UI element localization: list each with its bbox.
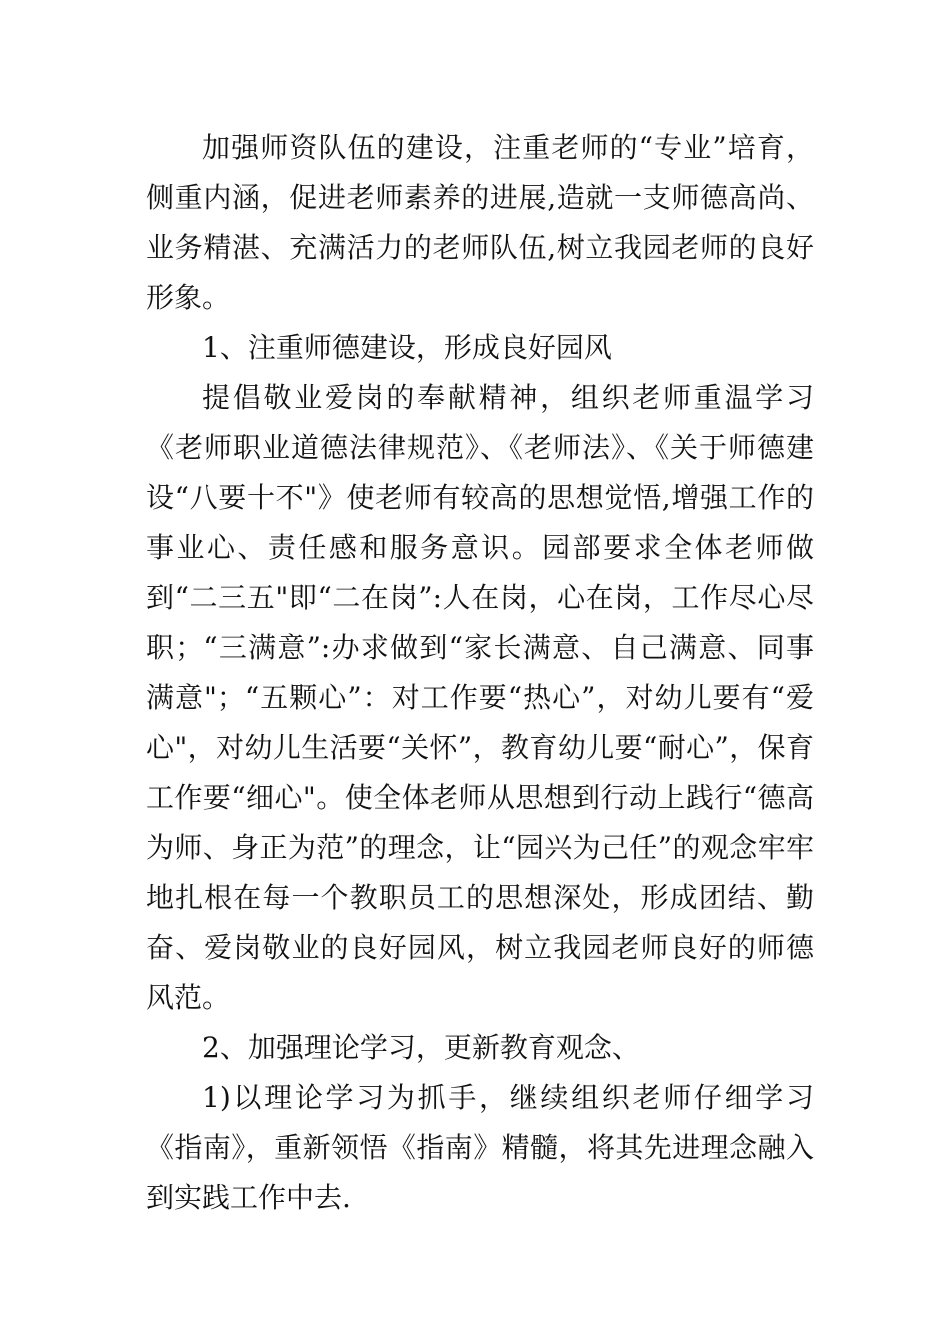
paragraph-ethics: 提倡敬业爱岗的奉献精神，组织老师重温学习《老师职业道德法律规范》、《老师法》、《关于师德建设“八要十不"》使老师有较高的思想觉悟,增强工作的事业心、责任感和服务意识。园部要求全体老师做到“二三五"即“二在岗”:人在岗，心在岗，工作尽心尽职；“三满意”:办求做到“家长满意、自己满意、同事满意"；“五颗心”：对工作要“热心”，对幼儿要有“爱心"，对幼儿生活要“关怀”，教育幼儿要“耐心”，保育工作要“细心"。使全体老师从思想到行动上践行“德高为师、身正为范”的理念，让“园兴为己任”的观念牢牢地扎根在每一个教职员工的思想深处，形成团结、勤奋、爱岗敬业的良好园风，树立我园老师良好的师德风范。 <box>146 381 814 1014</box>
paragraph-theory-study: 1)以理论学习为抓手，继续组织老师仔细学习《指南》，重新领悟《指南》精髓，将其先进理念融入到实践工作中去. <box>146 1081 814 1214</box>
section-heading-1: 1、注重师德建设，形成良好园风 <box>202 331 612 364</box>
section-heading-2: 2、加强理论学习，更新教育观念、 <box>202 1031 640 1064</box>
paragraph-intro: 加强师资队伍的建设，注重老师的“专业”培育，侧重内涵，促进老师素养的进展,造就一支师德高尚、业务精湛、充满活力的老师队伍,树立我园老师的良好形象。 <box>146 131 814 314</box>
document-body <box>146 123 814 1223</box>
